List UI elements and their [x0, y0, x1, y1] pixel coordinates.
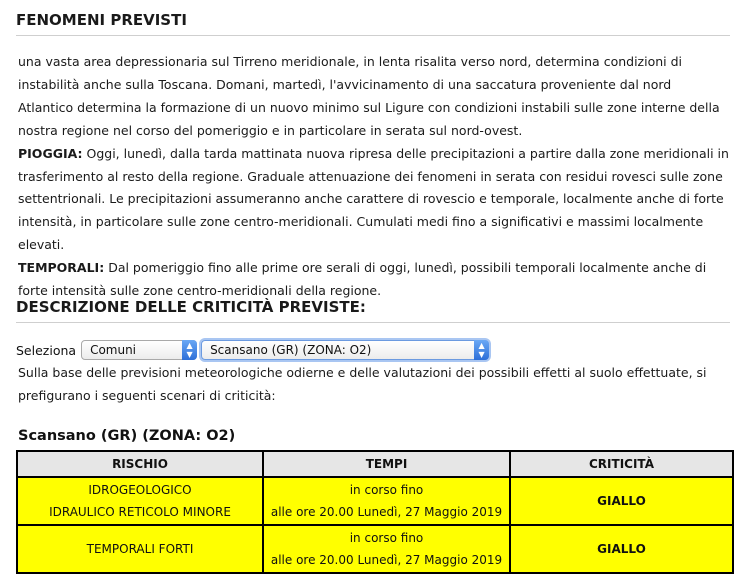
cell-criticita: GIALLO — [510, 477, 733, 525]
cell-rischio — [17, 525, 263, 573]
criticita-intro: Sulla base delle previsioni meteorologiche odierne e delle valutazioni dei possibili effetti al suolo effettuate, si prefigurano i seguenti scenari di criticità: — [18, 365, 707, 403]
type-select[interactable] — [81, 340, 197, 360]
header-rischio: RISCHIO — [17, 451, 263, 477]
cell-rischio — [17, 477, 263, 525]
rischio-line: IDROGEOLOGICO — [88, 483, 192, 497]
selector-row — [16, 339, 489, 361]
pioggia-label: PIOGGIA: — [18, 145, 83, 161]
tempi-line: alle ore 20.00 Lunedì, 27 Maggio 2019 — [270, 505, 503, 519]
forecast-paragraph: una vasta area depressionaria sul Tirreno meridionale, in lenta risalita verso nord, determina condizioni di instabilità anche sulla Toscana. Domani, martedì, l'avvicinamento di una saccatura proveniente dal nord Atlantico determina la formazione di un nuovo minimo sul Ligure con condizioni instabili sulle zone interne della nostra regione nel corso del pomeriggio e in particolare in serata sul nord-ovest. — [18, 54, 720, 138]
rischio-line: IDRAULICO RETICOLO MINORE — [49, 505, 231, 519]
table-header-row — [17, 451, 733, 477]
zone-select-value: Scansano (GR) (ZONA: O2) — [210, 343, 372, 357]
type-select-value: Comuni — [90, 343, 137, 357]
temporali-label: TEMPORALI: — [18, 260, 105, 276]
cell-criticita: GIALLO — [510, 525, 733, 573]
cell-tempi — [263, 477, 510, 525]
table-row — [17, 477, 733, 525]
zone-select[interactable] — [201, 340, 489, 360]
header-criticita: CRITICITÀ — [510, 451, 733, 477]
criticita-table — [16, 450, 734, 574]
header-tempi: TEMPI — [263, 451, 510, 477]
zone-title: Scansano (GR) (ZONA: O2) — [18, 428, 236, 444]
pioggia-text: Oggi, lunedì, dalla tarda mattinata nuova ripresa delle precipitazioni a partire dalla zone meridionali in trasferimento al resto della regione. Graduale attenuazione dei fenomeni in serata con residui rovesci sulle zone settentrionali. Le precipitazioni assumeranno anche carattere di rovescio e temporale, localmente anche di forte intensità, in particolare sulle zone centro-meridionali. Cumulati medi fino a significativi e massimi localmente elevati. — [18, 145, 729, 253]
chevron-updown-icon: ▲ ▼ — [474, 340, 489, 360]
select-label: Seleziona — [16, 342, 77, 358]
table-row — [17, 525, 733, 573]
section-title-fenomeni: FENOMENI PREVISTI — [16, 11, 730, 36]
tempi-line: in corso fino — [349, 531, 424, 545]
section-title-criticita: DESCRIZIONE DELLE CRITICITÀ PREVISTE: — [16, 298, 730, 323]
cell-tempi — [263, 525, 510, 573]
rischio-line: TEMPORALI FORTI — [86, 542, 194, 556]
forecast-text — [18, 51, 730, 303]
chevron-updown-icon: ▲ ▼ — [182, 340, 197, 360]
temporali-text: Dal pomeriggio fino alle prime ore serali di oggi, lunedì, possibili temporali localmente anche di forte intensità sulle zone centro-meridionali della regione. — [18, 260, 707, 299]
tempi-line: in corso fino — [349, 483, 424, 497]
tempi-line: alle ore 20.00 Lunedì, 27 Maggio 2019 — [270, 553, 503, 567]
